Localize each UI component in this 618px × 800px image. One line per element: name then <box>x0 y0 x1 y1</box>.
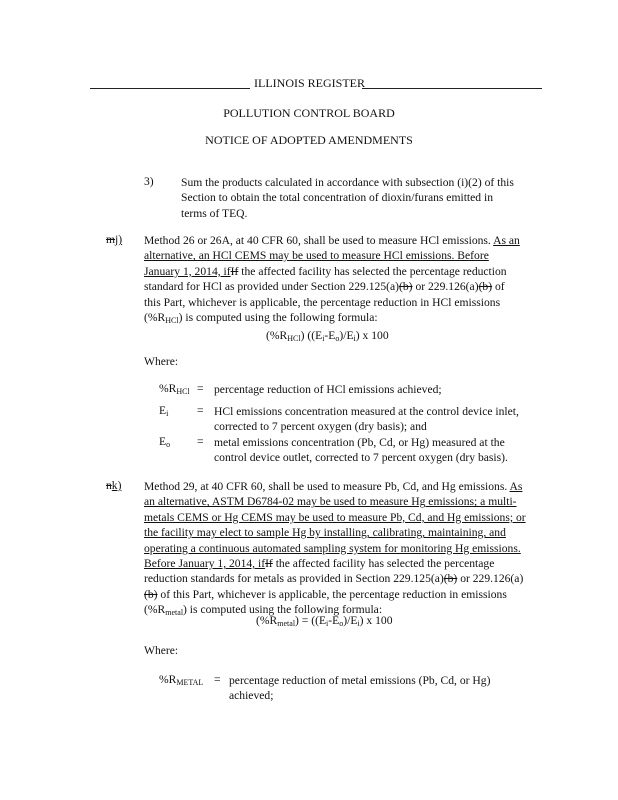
item-mj-text <box>144 233 524 325</box>
item-nk-sec1: (b) <box>443 572 458 586</box>
item-mj-t2: As an alternative, an HCl CEMS may be used to measure HCl emissions. Before January 1, 2014, if <box>144 234 520 278</box>
item-mj-t1: Method 26 or 26A, at 40 CFR 60, shall be used to measure HCl emissions. <box>144 234 491 247</box>
item-nk-t1: Method 29, at 40 CFR 60, shall be used to measure Pb, Cd, and Hg emissions. <box>144 480 508 493</box>
def-sym-text: %R <box>159 382 177 395</box>
item-nk-label <box>106 479 121 492</box>
def-sym <box>159 382 190 395</box>
def-sym <box>159 435 170 448</box>
formula-hcl-o: o <box>335 334 340 343</box>
def-sym-text: %R <box>159 673 177 686</box>
formula-hcl-pre: (%R <box>266 329 288 342</box>
item-mj-t7: ) is computed using the following formula: <box>178 311 378 325</box>
formula-hcl-i: i <box>322 334 325 343</box>
def-eq: = <box>197 404 204 417</box>
def-sym-text: E <box>159 435 167 448</box>
def-sym <box>159 673 203 686</box>
formula-metal-post: ) = ((E <box>295 614 327 627</box>
def-desc: metal emissions concentration (Pb, Cd, or Hg) measured at the control device outlet, corrected to 7 percent oxygen (dry basis). <box>214 436 508 465</box>
register-title: ILLINOIS REGISTER <box>254 76 365 90</box>
formula-hcl-mid: -E <box>324 329 336 342</box>
item-nk-t6: of this Part, whichever is applicable, the percentage reduction in emissions (%R <box>144 587 507 617</box>
item-mj-label <box>106 233 122 246</box>
item-mj-label-struck: m <box>106 233 116 246</box>
item-nk-label-struck: n <box>106 479 112 492</box>
formula-metal-end: ) x 100 <box>359 614 393 627</box>
def-sym-sub: o <box>166 440 171 449</box>
item-mj-sub1: HCl <box>165 316 179 326</box>
def-sym-sub: i <box>166 409 169 418</box>
formula-hcl-sub: HCl <box>287 334 301 343</box>
board-title: POLLUTION CONTROL BOARD <box>223 106 395 120</box>
item-nk-label-new: k) <box>111 479 122 492</box>
formula-metal-o: o <box>339 619 344 628</box>
item-nk-t2: As an alternative, ASTM D6784-02 may be used to measure Hg emissions; a multi-metals CEMS or Hg CEMS may be used to measure Pb, Cd, and Hg emissions; or the facility may elect to sample Hg by installing, calibrating, maintaining, and operating a continuous automated sampling system for monitoring Hg emissions. Before January 1, 2014, if <box>144 480 526 571</box>
formula-metal-mid2: )/E <box>343 614 358 627</box>
def-desc: HCl emissions concentration measured at the control device inlet, corrected to 7 percent oxygen (dry basis); and <box>214 405 519 434</box>
item-mj-t5: or 229.126(a) <box>412 280 479 294</box>
formula-metal <box>256 614 393 627</box>
item-mj-label-new: j) <box>115 233 123 246</box>
formula-hcl-i2: i <box>353 334 356 343</box>
item-mj-where: Where: <box>144 355 179 368</box>
item-mj-t4: the affected facility has selected the percentage reduction standard for HCl as provided under Section 229.125(a) <box>144 264 507 294</box>
formula-metal-sub: metal <box>277 619 296 628</box>
item-3-label: 3) <box>144 175 154 188</box>
item-nk-t7: ) is computed using the following formula: <box>183 603 383 617</box>
item-nk-t4: the affected facility has selected the percentage reduction standards for metals as provided in Section 229.125(a) <box>144 557 495 586</box>
item-nk-text <box>144 479 528 618</box>
item-nk-where: Where: <box>144 644 179 657</box>
def-eq: = <box>197 435 204 448</box>
formula-metal-pre: (%R <box>256 614 278 627</box>
formula-metal-mid: -E <box>328 614 340 627</box>
item-mj-t3: If <box>230 264 239 278</box>
def-sym-sub: METAL <box>176 678 204 687</box>
def-sym-text: E <box>159 404 167 417</box>
header-rule-right <box>362 88 542 89</box>
def-sym <box>159 404 168 417</box>
def-desc: percentage reduction of HCl emissions achieved; <box>214 383 442 396</box>
item-nk-t5: or 229.126(a) <box>457 572 524 586</box>
def-eq: = <box>197 382 204 395</box>
def-desc: percentage reduction of metal emissions (Pb, Cd, or Hg) achieved; <box>229 674 491 703</box>
formula-metal-i: i <box>326 619 329 628</box>
item-mj-sec2: (b) <box>478 280 493 294</box>
formula-hcl-post: ) ((E <box>300 329 323 342</box>
header-rule-left <box>90 88 250 89</box>
notice-title: NOTICE OF ADOPTED AMENDMENTS <box>205 133 413 147</box>
def-sym-sub: HCl <box>176 387 190 396</box>
item-mj-sec1: (b) <box>399 280 413 294</box>
item-mj-t6: of this Part, whichever is applicable, the percentage reduction in HCl emissions (%R <box>144 280 505 325</box>
item-nk-t3: If <box>265 557 273 571</box>
formula-hcl-end: ) x 100 <box>355 329 389 342</box>
formula-hcl-mid2: )/E <box>339 329 354 342</box>
item-nk-sec2: (b) <box>144 587 158 601</box>
def-eq: = <box>214 673 221 686</box>
formula-metal-i2: i <box>357 619 360 628</box>
item-3-text: Sum the products calculated in accordance with subsection (i)(2) of this Section to obtain the total concentration of dioxin/furans emitted in terms of TEQ. <box>181 176 514 220</box>
item-nk-sub1: metal <box>165 608 184 618</box>
formula-hcl <box>266 329 389 342</box>
